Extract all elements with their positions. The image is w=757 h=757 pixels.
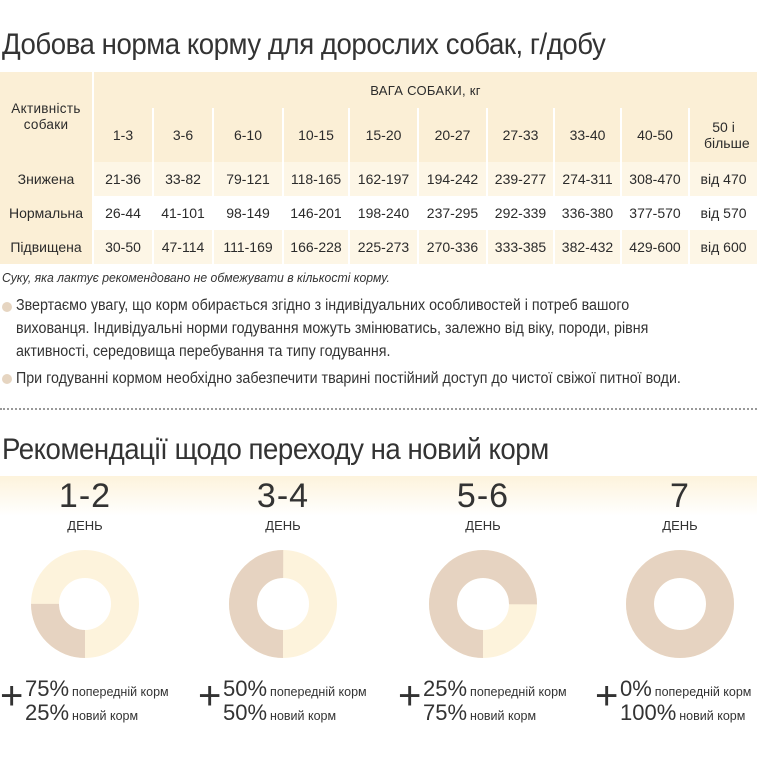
plus-icon: +: [198, 674, 222, 718]
table-cell: 308-470: [620, 162, 688, 196]
new-food-share: [423, 700, 536, 726]
food-label: попередній корм: [470, 685, 567, 699]
table-cell: 225-273: [348, 230, 417, 264]
bullet-dot: [2, 302, 12, 312]
lactation-note: Суку, яка лактує рекомендовано не обмежувати в кількості корму.: [2, 270, 390, 285]
weight-column-header: 40-50: [620, 108, 688, 162]
table-cell: 194-242: [417, 162, 486, 196]
table-cell: 79-121: [212, 162, 282, 196]
weight-column-header: 27-33: [486, 108, 553, 162]
paragraph-line: При годуванні кормом необхідно забезпечити тварині постійний доступ до чистої свіжої питної води.: [16, 370, 681, 387]
table-cell: 47-114: [152, 230, 212, 264]
table-cell: 118-165: [282, 162, 348, 196]
table-cell: 292-339: [486, 196, 553, 230]
percent-value: 25%: [423, 676, 468, 701]
weight-column-header: 10-15: [282, 108, 348, 162]
transition-stage: [208, 476, 358, 533]
day-label: ДЕНЬ: [67, 518, 103, 533]
bullet-dot: [2, 374, 12, 384]
food-label: новий корм: [72, 709, 139, 723]
table-cell: 237-295: [417, 196, 486, 230]
weight-column-header: 50 і більше: [688, 108, 757, 162]
food-label: попередній корм: [654, 685, 752, 699]
activity-header: Активність собаки: [0, 72, 92, 162]
new-food-share: [223, 700, 336, 726]
day-label: ДЕНЬ: [662, 518, 698, 533]
weight-column-header: 33-40: [553, 108, 620, 162]
food-label: новий корм: [270, 709, 337, 723]
activity-level-label: Знижена: [0, 162, 92, 196]
percent-value: 100%: [620, 700, 677, 725]
info-paragraph-2: [16, 367, 681, 390]
new-food-segment: [640, 564, 720, 644]
info-paragraph-1: [16, 294, 648, 363]
table-cell: 429-600: [620, 230, 688, 264]
section-title: Рекомендації щодо переходу на новий корм: [2, 433, 549, 466]
percent-value: 50%: [223, 676, 268, 701]
transition-stage: [10, 476, 160, 533]
food-label: попередній корм: [72, 685, 169, 699]
page-title: Добова норма корму для дорослих собак, г/добу: [2, 28, 606, 61]
food-label: попередній корм: [270, 685, 367, 699]
table-cell: 336-380: [553, 196, 620, 230]
transition-stage: [605, 476, 755, 533]
plus-icon: +: [595, 674, 619, 718]
table-cell: 382-432: [553, 230, 620, 264]
day-label: ДЕНЬ: [265, 518, 301, 533]
day-range: 7: [670, 477, 690, 515]
percent-value: 0%: [620, 676, 652, 701]
table-cell: 41-101: [152, 196, 212, 230]
table-cell: від 570: [688, 196, 757, 230]
mix-donut-chart: [427, 548, 539, 660]
table-cell: від 470: [688, 162, 757, 196]
table-cell: 270-336: [417, 230, 486, 264]
food-label: новий корм: [470, 709, 537, 723]
old-food-share: [25, 676, 169, 702]
new-food-share: [25, 700, 138, 726]
mix-donut-chart: [624, 548, 736, 660]
plus-icon: +: [0, 674, 24, 718]
weight-column-header: 20-27: [417, 108, 486, 162]
day-range: 5-6: [456, 477, 510, 515]
table-cell: 377-570: [620, 196, 688, 230]
table-cell: 162-197: [348, 162, 417, 196]
paragraph-line: вихованця. Індивідуальні норми годування можуть змінюватись, залежно від віку, породи, рівня: [16, 320, 649, 337]
table-cell: 30-50: [92, 230, 152, 264]
mix-donut-chart: [227, 548, 339, 660]
old-food-share: [423, 676, 567, 702]
table-cell: 21-36: [92, 162, 152, 196]
table-row: [0, 162, 757, 196]
table-cell: 239-277: [486, 162, 553, 196]
table-row: [0, 196, 757, 230]
table-cell: 26-44: [92, 196, 152, 230]
percent-value: 25%: [25, 700, 70, 725]
new-food-share: [620, 700, 745, 726]
weight-column-header: 15-20: [348, 108, 417, 162]
table-cell: 33-82: [152, 162, 212, 196]
activity-level-label: Нормальна: [0, 196, 92, 230]
old-food-share: [223, 676, 367, 702]
old-food-share: [620, 676, 751, 702]
table-cell: від 600: [688, 230, 757, 264]
weight-column-header: 3-6: [152, 108, 212, 162]
food-label: новий корм: [679, 709, 746, 723]
table-cell: 166-228: [282, 230, 348, 264]
paragraph-line: Звертаємо увагу, що корм обирається згідно з індивідуальних особливостей і потреб вашого: [16, 297, 630, 314]
transition-stage: [408, 476, 558, 533]
table-cell: 146-201: [282, 196, 348, 230]
paragraph-line: активності, середовища перебування та типу годування.: [16, 343, 391, 360]
percent-value: 75%: [25, 676, 70, 701]
weight-header: ВАГА СОБАКИ, кг: [92, 72, 757, 108]
day-range: 1-2: [58, 477, 112, 515]
table-cell: 198-240: [348, 196, 417, 230]
activity-level-label: Підвищена: [0, 230, 92, 264]
feeding-norm-table: [0, 72, 757, 264]
table-cell: 274-311: [553, 162, 620, 196]
plus-icon: +: [398, 674, 422, 718]
dotted-divider: [0, 408, 757, 410]
table-cell: 98-149: [212, 196, 282, 230]
percent-value: 50%: [223, 700, 268, 725]
weight-column-header: 6-10: [212, 108, 282, 162]
table-cell: 111-169: [212, 230, 282, 264]
day-range: 3-4: [256, 477, 310, 515]
table-cell: 333-385: [486, 230, 553, 264]
percent-value: 75%: [423, 700, 468, 725]
weight-column-header: 1-3: [92, 108, 152, 162]
mix-donut-chart: [29, 548, 141, 660]
day-label: ДЕНЬ: [465, 518, 501, 533]
table-row: [0, 230, 757, 264]
